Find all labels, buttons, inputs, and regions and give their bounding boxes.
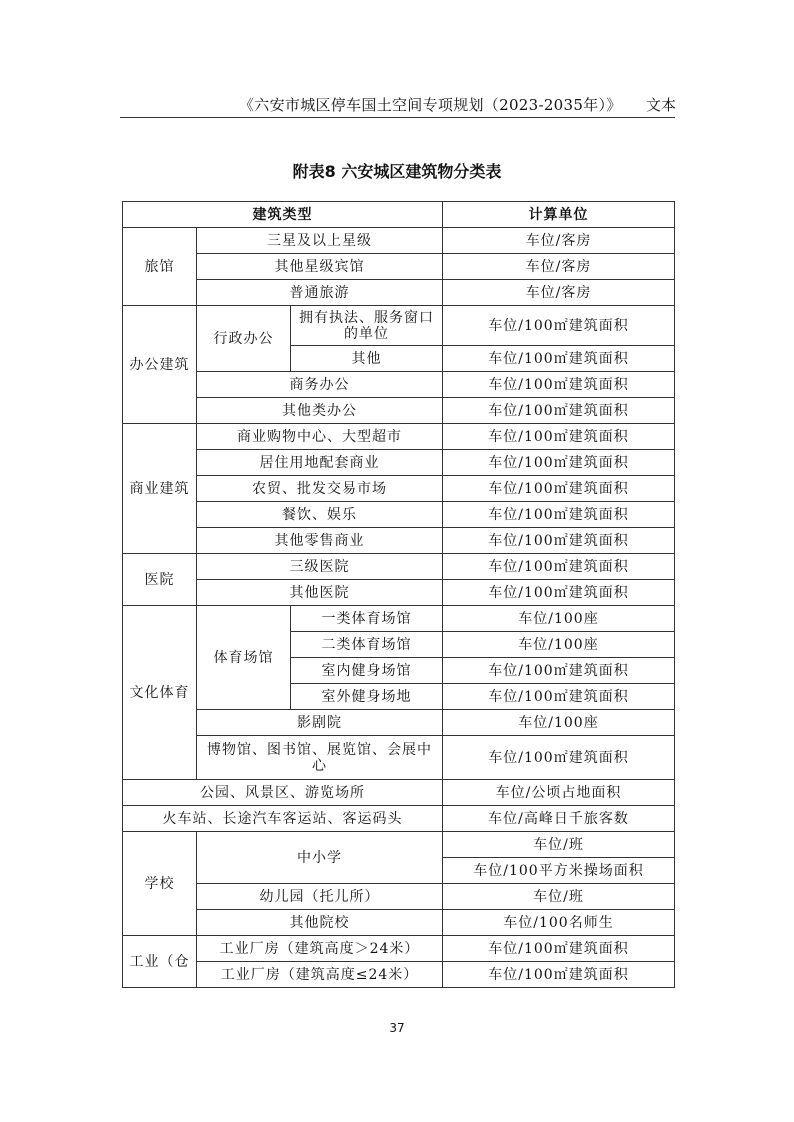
type-cell: 幼儿园（托儿所）: [197, 884, 443, 910]
header-divider: [120, 117, 675, 118]
unit-cell: 车位/100㎡建筑面积: [443, 962, 675, 988]
type-cell: 普通旅游: [197, 280, 443, 306]
unit-cell: 车位/100㎡建筑面积: [443, 346, 675, 372]
table-row: [123, 962, 675, 988]
type-cell: 农贸、批发交易市场: [197, 476, 443, 502]
unit-cell: 车位/100㎡建筑面积: [443, 424, 675, 450]
unit-cell: 车位/100座: [443, 710, 675, 736]
unit-cell: 车位/客房: [443, 280, 675, 306]
unit-cell: 车位/100㎡建筑面积: [443, 936, 675, 962]
table-row: [123, 398, 675, 424]
table-row: [123, 606, 675, 632]
type-cell: 工业厂房（建筑高度＞24米）: [197, 936, 443, 962]
unit-cell: 车位/班: [443, 832, 675, 858]
category-cell: 学校: [123, 832, 197, 936]
category-cell: 商业建筑: [123, 424, 197, 554]
table-row: [123, 528, 675, 554]
type-cell: 室内健身场馆: [291, 658, 443, 684]
type-cell: 博物馆、图书馆、展览馆、会展中心: [197, 736, 443, 780]
table-row: [123, 424, 675, 450]
unit-cell: 车位/100㎡建筑面积: [443, 528, 675, 554]
category-cell: 办公建筑: [123, 306, 197, 424]
unit-cell: 车位/100㎡建筑面积: [443, 736, 675, 780]
unit-cell: 车位/100㎡建筑面积: [443, 306, 675, 346]
type-cell: 工业厂房（建筑高度≤24米）: [197, 962, 443, 988]
type-cell: 其他零售商业: [197, 528, 443, 554]
table-row: [123, 450, 675, 476]
unit-cell: 车位/100㎡建筑面积: [443, 450, 675, 476]
unit-cell: 车位/100㎡建筑面积: [443, 684, 675, 710]
table-row: [123, 780, 675, 806]
unit-cell: 车位/100座: [443, 606, 675, 632]
table-row: [123, 580, 675, 606]
table-row: [123, 254, 675, 280]
type-cell: 影剧院: [197, 710, 443, 736]
type-cell: 一类体育场馆: [291, 606, 443, 632]
unit-cell: 车位/100㎡建筑面积: [443, 658, 675, 684]
type-cell: 其他星级宾馆: [197, 254, 443, 280]
table-row: [123, 910, 675, 936]
type-cell: 三星及以上星级: [197, 228, 443, 254]
type-cell: 三级医院: [197, 554, 443, 580]
table-row: [123, 884, 675, 910]
table-row: [123, 228, 675, 254]
unit-cell: 车位/100㎡建筑面积: [443, 554, 675, 580]
unit-cell: 车位/客房: [443, 228, 675, 254]
type-cell: 二类体育场馆: [291, 632, 443, 658]
table-caption: 附表8 六安城区建筑物分类表: [292, 162, 502, 181]
table-row: [123, 372, 675, 398]
type-cell: 中小学: [197, 832, 443, 884]
type-cell: 室外健身场地: [291, 684, 443, 710]
type-cell: 火车站、长途汽车客运站、客运码头: [123, 806, 443, 832]
document-header-section: 文本: [646, 96, 677, 114]
table-row: [123, 280, 675, 306]
page-number: 37: [389, 1021, 405, 1035]
column-header-type: 建筑类型: [123, 202, 443, 228]
type-cell: 其他: [291, 346, 443, 372]
type-cell: 餐饮、娱乐: [197, 502, 443, 528]
category-cell: 工业（仓: [123, 936, 197, 988]
unit-cell: 车位/100㎡建筑面积: [443, 372, 675, 398]
subcategory-cell: 行政办公: [197, 306, 291, 372]
subcategory-cell: 体育场馆: [197, 606, 291, 710]
type-cell: 商务办公: [197, 372, 443, 398]
unit-cell: 车位/100㎡建筑面积: [443, 502, 675, 528]
unit-cell: 车位/100平方米操场面积: [443, 858, 675, 884]
table-header-row: [123, 202, 675, 228]
category-cell: 文化体育: [123, 606, 197, 780]
unit-cell: 车位/公顷占地面积: [443, 780, 675, 806]
unit-cell: 车位/100㎡建筑面积: [443, 580, 675, 606]
unit-cell: 车位/100㎡建筑面积: [443, 476, 675, 502]
unit-cell: 车位/班: [443, 884, 675, 910]
unit-cell: 车位/高峰日千旅客数: [443, 806, 675, 832]
table-row: [123, 502, 675, 528]
table-row: [123, 936, 675, 962]
type-cell: 公园、风景区、游览场所: [123, 780, 443, 806]
type-cell: 其他类办公: [197, 398, 443, 424]
table-row: [123, 736, 675, 780]
unit-cell: 车位/100㎡建筑面积: [443, 398, 675, 424]
column-header-unit: 计算单位: [443, 202, 675, 228]
table-row: [123, 806, 675, 832]
document-header-title: 《六安市城区停车国土空间专项规划（2023-2035年）》: [239, 96, 622, 114]
building-classification-table: [122, 201, 675, 988]
table-row: [123, 476, 675, 502]
type-cell: 其他院校: [197, 910, 443, 936]
type-cell: 商业购物中心、大型超市: [197, 424, 443, 450]
table-row: [123, 554, 675, 580]
table-row: [123, 832, 675, 858]
type-cell: 居住用地配套商业: [197, 450, 443, 476]
table-row: [123, 710, 675, 736]
type-cell: 拥有执法、服务窗口的单位: [291, 306, 443, 346]
unit-cell: 车位/客房: [443, 254, 675, 280]
unit-cell: 车位/100座: [443, 632, 675, 658]
type-cell: 其他医院: [197, 580, 443, 606]
category-cell: 医院: [123, 554, 197, 606]
unit-cell: 车位/100名师生: [443, 910, 675, 936]
table-row: [123, 306, 675, 346]
category-cell: 旅馆: [123, 228, 197, 306]
